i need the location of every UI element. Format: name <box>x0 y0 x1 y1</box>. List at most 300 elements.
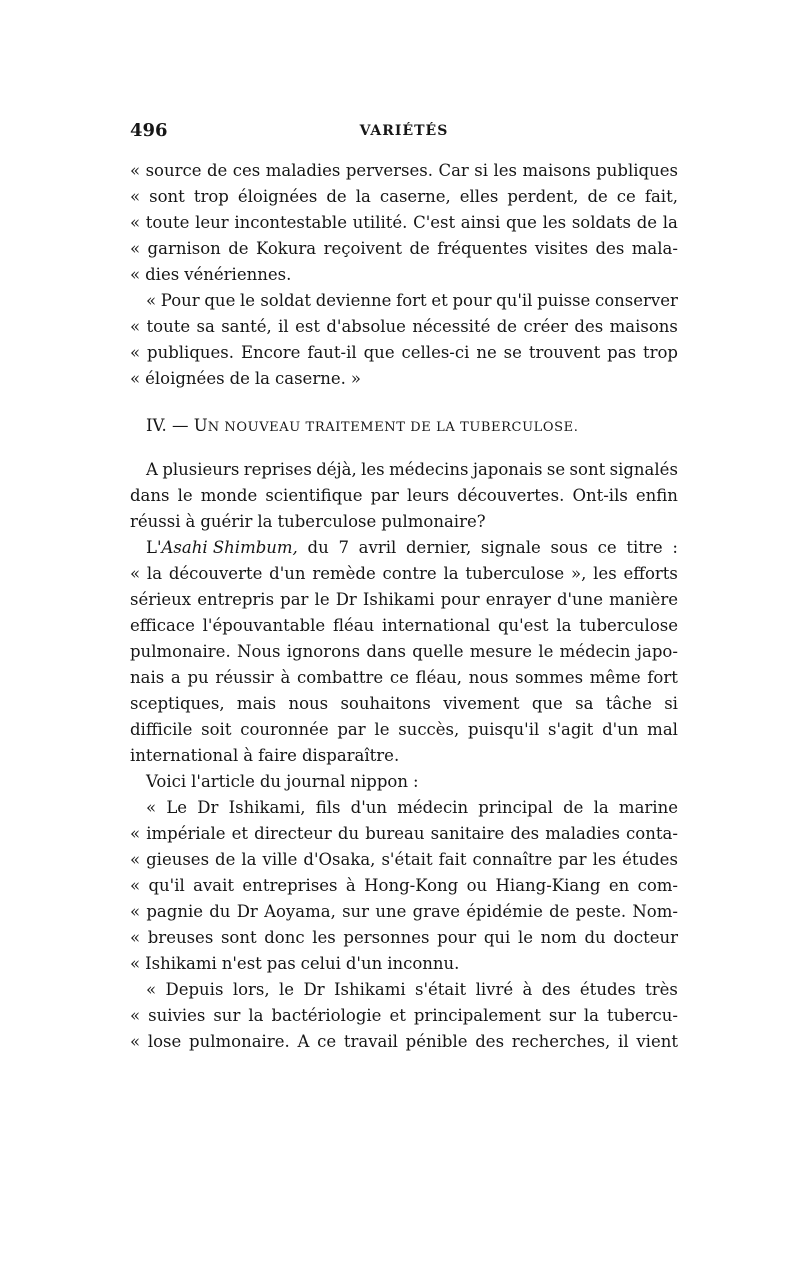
word: faire <box>258 746 297 765</box>
word: tuberculose <box>465 564 565 583</box>
word: nom <box>540 928 577 947</box>
word: donc <box>264 928 305 947</box>
word: réussi <box>130 512 181 531</box>
word: ou <box>466 876 488 895</box>
word: Nous <box>237 642 281 661</box>
text-line <box>146 289 678 313</box>
word: sceptiques, <box>130 694 225 713</box>
word: nippon <box>350 772 408 791</box>
word: si <box>664 694 678 713</box>
text-line <box>130 588 678 612</box>
word: soit <box>201 720 232 739</box>
word: le <box>177 486 193 505</box>
word: l'article <box>191 772 255 791</box>
text-line <box>130 718 678 742</box>
word: d'un <box>345 954 383 973</box>
word: Dr <box>197 798 219 817</box>
word: s'était <box>415 980 467 999</box>
newspaper-name <box>146 536 298 560</box>
word: trop <box>193 187 229 206</box>
word: fait <box>438 850 467 869</box>
word: sont <box>569 460 606 479</box>
word: signale <box>480 538 541 557</box>
word: personnes <box>343 928 430 947</box>
word: des <box>574 317 604 336</box>
word: de <box>229 369 250 388</box>
word: Hong-Kong <box>364 876 459 895</box>
word: toute <box>146 317 191 336</box>
word: la <box>248 1006 264 1025</box>
word: ce <box>389 668 409 687</box>
word: sa <box>196 317 215 336</box>
text-line <box>130 341 678 365</box>
word: A <box>297 1032 310 1051</box>
word: s'agit <box>548 720 594 739</box>
word: ce <box>597 538 617 557</box>
text-line <box>146 536 678 560</box>
word: ce <box>317 1032 337 1051</box>
word: qui <box>483 928 511 947</box>
word: bactériologie <box>271 1006 382 1025</box>
word: dies <box>145 265 180 284</box>
word: quelle <box>412 642 464 661</box>
word: fait, <box>644 187 678 206</box>
word: international <box>130 746 239 765</box>
word: succès, <box>398 720 460 739</box>
word: médecin <box>559 642 631 661</box>
text-line <box>130 263 678 287</box>
word: fléau, <box>415 668 463 687</box>
word: Encore <box>240 343 301 362</box>
word: n'est <box>221 954 262 973</box>
page-number: 496 <box>130 120 168 141</box>
word: ville <box>262 850 298 869</box>
text-line <box>130 640 678 664</box>
word: tuberculose <box>579 616 678 635</box>
word: médecin <box>397 798 469 817</box>
word: puisqu'il <box>468 720 540 739</box>
word: l'épouvantable <box>202 616 326 635</box>
word: études <box>579 980 636 999</box>
word: « <box>130 265 141 284</box>
text-line <box>130 1004 678 1028</box>
word: d'un <box>602 720 639 739</box>
word: Dr <box>335 590 357 609</box>
word: titre <box>626 538 663 557</box>
word: « <box>130 213 141 232</box>
word: par <box>558 850 587 869</box>
word: gieuses <box>146 850 210 869</box>
word: connaître <box>472 850 553 869</box>
word: : <box>672 538 678 557</box>
word: de <box>636 213 658 232</box>
text-line <box>130 744 678 768</box>
word: le <box>517 928 533 947</box>
word: la <box>556 616 572 635</box>
word: sont <box>220 928 257 947</box>
word: une <box>375 902 407 921</box>
word: que <box>531 694 563 713</box>
word: Ishikami <box>333 980 406 999</box>
word: couronnée <box>240 720 329 739</box>
text-line <box>130 926 678 950</box>
word: sommes <box>515 668 584 687</box>
word: que <box>505 213 537 232</box>
word: la <box>593 798 609 817</box>
word: caserne, <box>379 187 451 206</box>
word: nécessité <box>412 317 491 336</box>
word: japonais <box>472 460 543 479</box>
word: Ishikami <box>362 590 435 609</box>
word: contre <box>382 564 437 583</box>
word: sur <box>213 1006 241 1025</box>
word: reçoivent <box>323 239 403 258</box>
word: ainsi <box>460 213 501 232</box>
word: a <box>170 668 181 687</box>
word: fléau <box>332 616 375 635</box>
word: « <box>130 902 141 921</box>
text-line <box>130 614 678 638</box>
word: suivies <box>148 1006 206 1025</box>
word: enfin <box>635 486 678 505</box>
word: lose <box>147 1032 182 1051</box>
word: Ishikami, <box>228 798 306 817</box>
word: de <box>215 850 236 869</box>
word: de <box>409 239 430 258</box>
word: pénible <box>405 1032 468 1051</box>
word: éloignées <box>145 369 225 388</box>
word: vénériennes. <box>184 265 292 284</box>
word: 7 <box>338 538 349 557</box>
word: s'était <box>381 850 433 869</box>
word: entreprises <box>242 876 338 895</box>
word: d'une <box>556 590 604 609</box>
word: enrayer <box>485 590 551 609</box>
word: sous <box>550 538 588 557</box>
word: la <box>146 564 163 583</box>
word: mala- <box>631 239 678 258</box>
word: les <box>312 928 336 947</box>
word: réussir <box>215 668 274 687</box>
page-header <box>130 120 678 144</box>
word: guérir <box>200 512 253 531</box>
word: vient <box>636 1032 678 1051</box>
word: leurs <box>407 486 450 505</box>
word: les <box>542 213 567 232</box>
word: puisse <box>537 291 591 310</box>
word: A <box>146 460 158 479</box>
word: à <box>522 980 533 999</box>
word: principalement <box>413 1006 541 1025</box>
word: Le <box>166 798 188 817</box>
word: sérieux <box>130 590 192 609</box>
word: très <box>645 980 678 999</box>
word: et <box>431 291 448 310</box>
word: pulmonaire. <box>189 1032 290 1051</box>
text-line <box>130 848 678 872</box>
word: conserver <box>595 291 678 310</box>
word: Dr <box>236 902 258 921</box>
word: les <box>592 850 617 869</box>
word: « <box>130 824 141 843</box>
word: », <box>571 564 587 583</box>
text-line <box>130 484 678 508</box>
word: à <box>280 668 291 687</box>
word: avait <box>193 876 235 895</box>
word: maisons <box>609 317 678 336</box>
section-heading <box>146 414 678 440</box>
word: signalés <box>609 460 678 479</box>
word: il <box>278 317 289 336</box>
word: de <box>563 798 584 817</box>
word: mesure <box>469 642 532 661</box>
word: perdent, <box>507 187 579 206</box>
word: disparaître. <box>301 746 400 765</box>
word: nous <box>288 694 329 713</box>
word: livré <box>475 980 514 999</box>
word: les <box>493 161 518 180</box>
word: d'absolue <box>326 317 406 336</box>
word: celui <box>300 954 341 973</box>
word: le <box>314 590 330 609</box>
word: entrepris <box>197 590 275 609</box>
text-line <box>130 211 678 235</box>
word: garnison <box>147 239 221 258</box>
word: ignorons <box>286 642 361 661</box>
word: « <box>146 798 157 817</box>
word: du <box>584 928 606 947</box>
word: « <box>130 317 141 336</box>
word: principal <box>478 798 553 817</box>
word: en <box>608 876 630 895</box>
word: la <box>241 850 257 869</box>
word: source <box>145 161 202 180</box>
word: de <box>587 187 608 206</box>
word: bureau <box>365 824 425 843</box>
word: trop <box>642 343 678 362</box>
word: pagnie <box>146 902 203 921</box>
word: du <box>307 538 329 557</box>
word: d'un <box>350 798 387 817</box>
word: qu'il <box>148 876 185 895</box>
word: tâche <box>605 694 652 713</box>
word: par <box>280 590 309 609</box>
word: nous <box>468 668 509 687</box>
word: Pour <box>160 291 200 310</box>
word: études <box>622 850 678 869</box>
word: japo- <box>636 642 678 661</box>
word: épidémie <box>466 902 543 921</box>
word: du <box>259 772 282 791</box>
word: utilité. <box>352 213 408 232</box>
text-line <box>130 315 678 339</box>
word: lors, <box>232 980 270 999</box>
word: ce <box>616 187 636 206</box>
word: maisons <box>522 161 591 180</box>
word: dernier, <box>406 538 472 557</box>
word: du <box>337 824 360 843</box>
word: la <box>583 1006 599 1025</box>
word: « <box>130 564 141 583</box>
word: « <box>130 1032 141 1051</box>
word: et <box>389 1006 406 1025</box>
word: efforts <box>623 564 678 583</box>
word: pulmonaire. <box>130 642 231 661</box>
word: des <box>595 239 625 258</box>
word: : <box>412 772 419 791</box>
word: à <box>243 746 254 765</box>
word: « <box>130 369 141 388</box>
word: est <box>295 317 320 336</box>
text-line <box>146 796 678 820</box>
word: inconnu. <box>387 954 460 973</box>
word: fils <box>315 798 341 817</box>
word: » <box>350 369 361 388</box>
word: Dr <box>303 980 325 999</box>
word: sur <box>548 1006 576 1025</box>
word: peste. <box>575 902 627 921</box>
text-line <box>130 874 678 898</box>
word: le <box>374 720 390 739</box>
word: breuses <box>147 928 214 947</box>
word: avril <box>358 538 397 557</box>
word: travail <box>343 1032 398 1051</box>
word: des <box>475 1032 505 1051</box>
text-line <box>130 367 678 391</box>
word: Hiang-Kiang <box>495 876 601 895</box>
word: il <box>618 1032 629 1051</box>
word: trouvent <box>528 343 601 362</box>
word: d'un <box>269 564 306 583</box>
word: souhaitons <box>340 694 431 713</box>
text-line <box>130 900 678 924</box>
word: manière <box>609 590 678 609</box>
word: difficile <box>130 720 193 739</box>
word: scientifique <box>265 486 363 505</box>
word: sur <box>342 902 370 921</box>
text-line <box>130 237 678 261</box>
word: docteur <box>613 928 678 947</box>
word: éloignées <box>237 187 318 206</box>
word: le soldat <box>240 291 312 310</box>
text-line <box>146 978 678 1002</box>
text-line <box>130 510 678 534</box>
word: Depuis <box>165 980 224 999</box>
section-heading-numeral: IV. — U <box>146 416 208 435</box>
word: tubercu- <box>607 1006 678 1025</box>
text-line <box>130 952 678 976</box>
word: plusieurs <box>162 460 240 479</box>
word: Aoyama, <box>264 902 336 921</box>
word: publiques <box>596 161 678 180</box>
word: déjà, <box>316 460 357 479</box>
word: celles-ci <box>401 343 470 362</box>
word: santé, <box>221 317 272 336</box>
word: Ont-ils <box>572 486 628 505</box>
word: mais <box>236 694 277 713</box>
word: pas <box>607 343 637 362</box>
word: de <box>549 902 570 921</box>
word: faut-il <box>307 343 357 362</box>
text-line <box>130 562 678 586</box>
word: monde <box>200 486 258 505</box>
word: pas <box>266 954 296 973</box>
word: « <box>146 980 157 999</box>
word: C'est <box>413 213 456 232</box>
word: pour <box>440 590 480 609</box>
word: devienne <box>315 291 392 310</box>
text-line <box>130 1030 678 1054</box>
word: se <box>546 460 566 479</box>
word: de <box>326 187 347 206</box>
word: même <box>589 668 641 687</box>
word: publiques. <box>147 343 235 362</box>
word: « <box>130 928 141 947</box>
word: Nom- <box>632 902 678 921</box>
word: de <box>228 239 249 258</box>
word: tuberculose <box>277 512 377 531</box>
word: Voici <box>146 772 187 791</box>
word: de <box>496 317 518 336</box>
word: fort <box>647 668 678 687</box>
running-title: VARIÉTÉS <box>359 123 449 139</box>
text-line <box>130 692 678 716</box>
word: leur <box>195 213 229 232</box>
word: les <box>361 460 385 479</box>
word: ces <box>232 161 261 180</box>
word: à <box>185 512 196 531</box>
word: fort <box>396 291 427 310</box>
word: la <box>355 187 371 206</box>
word: par <box>370 486 399 505</box>
word: caserne. <box>275 369 346 388</box>
word: la <box>443 564 459 583</box>
word: Car <box>438 161 469 180</box>
word: toute <box>145 213 190 232</box>
text-line <box>130 822 678 846</box>
word: qu'est <box>497 616 549 635</box>
text-line <box>146 770 678 794</box>
word: la <box>257 512 273 531</box>
word: que <box>363 343 395 362</box>
word: le <box>538 642 554 661</box>
word: dans <box>366 642 406 661</box>
word: « <box>130 1006 141 1025</box>
word: la <box>662 213 678 232</box>
word: « <box>130 343 141 362</box>
word: Kokura <box>255 239 317 258</box>
word: pulmonaire? <box>381 512 486 531</box>
text-line <box>146 458 678 482</box>
section-heading-title: N NOUVEAU TRAITEMENT DE LA TUBERCULOSE. <box>207 420 579 435</box>
word: journal <box>286 772 346 791</box>
word: conta- <box>626 824 678 843</box>
word: médecins <box>389 460 469 479</box>
word: fréquentes <box>437 239 528 258</box>
word: à <box>345 876 356 895</box>
word: international <box>381 616 491 635</box>
word: qu'il <box>496 291 533 310</box>
word: perverses. <box>345 161 433 180</box>
text-line <box>130 185 678 209</box>
word: pour <box>452 291 492 310</box>
word: Ishikami <box>145 954 217 973</box>
word: L' <box>146 538 162 557</box>
word: découvertes. <box>457 486 565 505</box>
word: du <box>209 902 231 921</box>
text-line <box>130 159 678 183</box>
word: des <box>510 824 540 843</box>
